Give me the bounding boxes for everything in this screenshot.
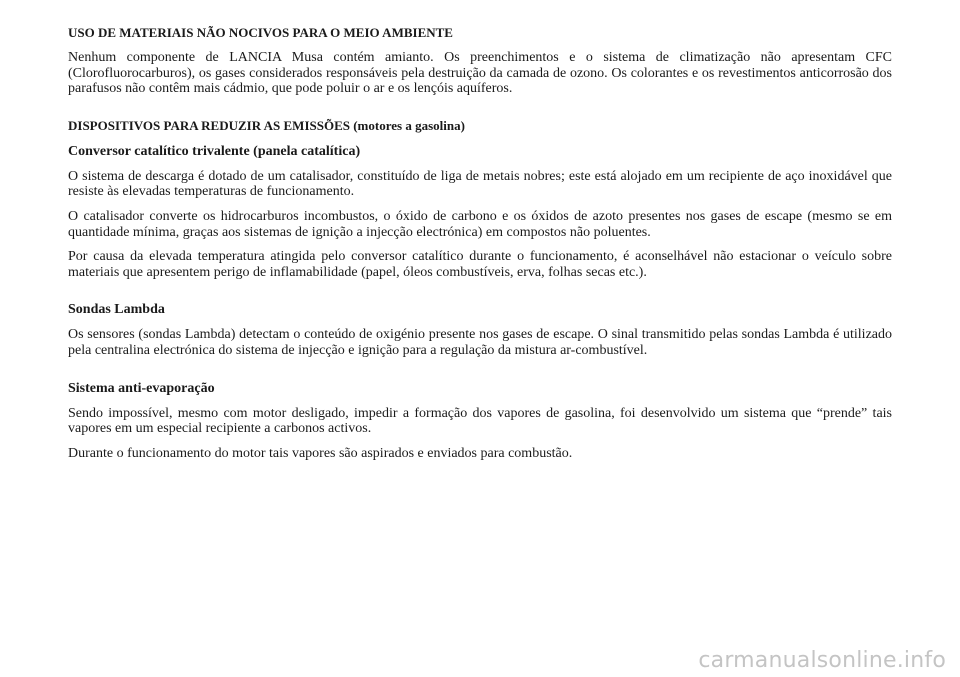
section-heading-evaporation: Sistema anti-evaporação (68, 380, 215, 396)
section-heading-materials: USO DE MATERIAIS NÃO NOCIVOS PARA O MEIO AMBIENTE (68, 25, 453, 40)
paragraph-catalyst-parking-warning: Por causa da elevada temperatura atingida pelo conversor catalítico durante o funcionamento, é aconselhável não estacionar o veículo sobre materiais que apresentem perigo de inflamabilidade (papel, óleos combustíveis, erva, folhas secas etc.). (68, 249, 892, 280)
manual-page (68, 25, 892, 461)
paragraph-catalyst-conversion: O catalisador converte os hidrocarburos incombustos, o óxido de carbono e os óxidos de azoto presentes nos gases de escape (mesmo se em quantidade mínima, graças aos sistemas de ignição a injecção electrónica) em compostos não poluentes. (68, 208, 892, 240)
section-heading-emissions: DISPOSITIVOS PARA REDUZIR AS EMISSÕES (motores a gasolina) (68, 117, 465, 133)
section-heading-lambda: Sondas Lambda (68, 302, 165, 318)
paragraph-evaporation-combustion: Durante o funcionamento do motor tais vapores são aspirados e enviados para combustão. (68, 445, 573, 461)
subheading-catalytic-converter: Conversor catalítico trivalente (panela catalítica) (68, 143, 361, 159)
watermark-text: carmanualsonline.info (698, 648, 946, 673)
paragraph-catalyst-housing: O sistema de descarga é dotado de um catalisador, constituído de liga de metais nobres; este está alojado em um recipiente de aço inoxidável que resiste às elevadas temperaturas de funcionamento. (68, 168, 892, 200)
paragraph-materials: Nenhum componente de LANCIA Musa contém amianto. Os preenchimentos e o sistema de climatização não apresentam CFC (Clorofluorocarburos), os gases considerados responsáveis pela destruição da camada de ozono. Os colorantes e os revestimentos anticorrosão dos parafusos não contêm mais cádmio, que pode poluir o ar e os lençóis aquíferos. (68, 50, 892, 97)
paragraph-evaporation-system: Sendo impossível, mesmo com motor desligado, impedir a formação dos vapores de gasolina, foi desenvolvido um sistema que “prende” tais vapores em um especial recipiente a carbonos activos. (68, 405, 892, 437)
paragraph-lambda: Os sensores (sondas Lambda) detectam o conteúdo de oxigénio presente nos gases de escape. O sinal transmitido pelas sondas Lambda é utilizado pela centralina electrónica do sistema de injecção e ignição para a regulação da mistura ar-combustível. (68, 327, 892, 358)
